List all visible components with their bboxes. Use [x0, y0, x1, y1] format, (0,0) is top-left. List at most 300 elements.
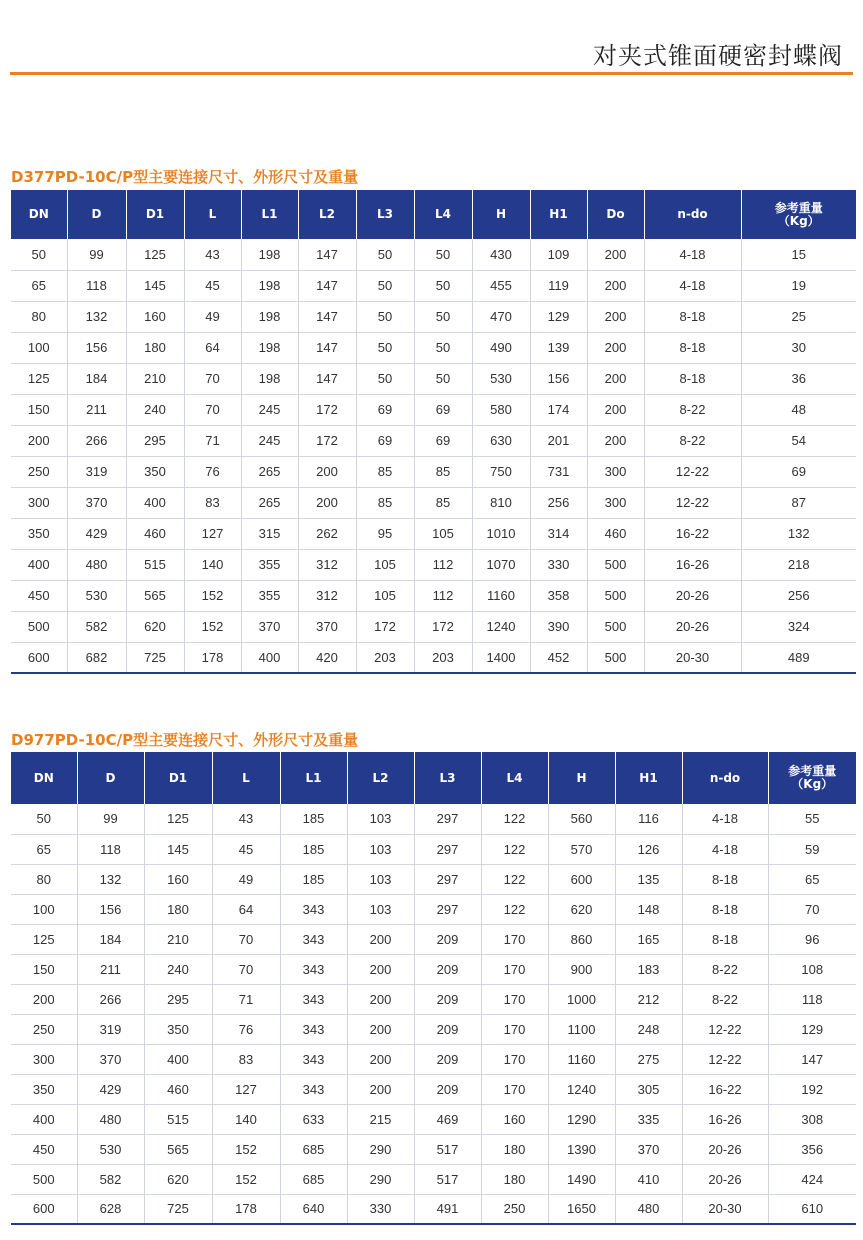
table-cell: 314: [530, 518, 587, 549]
table-cell: 69: [356, 394, 414, 425]
table-cell: 64: [184, 332, 241, 363]
table-row: [11, 611, 856, 642]
table-cell: 178: [212, 1194, 280, 1224]
table-cell: 200: [347, 1074, 414, 1104]
table-cell: 16-26: [682, 1104, 768, 1134]
table-cell: 1240: [472, 611, 530, 642]
column-header: L2: [347, 752, 414, 804]
table-cell: 500: [587, 580, 644, 611]
table-cell: 460: [144, 1074, 212, 1104]
table-cell: 297: [414, 834, 481, 864]
table-cell: 343: [280, 924, 347, 954]
table-cell: 125: [144, 804, 212, 834]
table-cell: 517: [414, 1164, 481, 1194]
table-cell: 20-26: [644, 611, 741, 642]
table-cell: 610: [768, 1194, 856, 1224]
table-cell: 600: [11, 1194, 77, 1224]
table-cell: 480: [77, 1104, 144, 1134]
table-cell: 297: [414, 894, 481, 924]
table-row: [11, 1044, 856, 1074]
table-cell: 105: [356, 580, 414, 611]
table-cell: 429: [77, 1074, 144, 1104]
table2-header-row: [11, 752, 856, 804]
table-cell: 530: [472, 363, 530, 394]
table-cell: 515: [126, 549, 184, 580]
table-cell: 430: [472, 239, 530, 270]
page-title: 对夹式锥面硬密封蝶阀: [593, 42, 843, 70]
table-row: [11, 394, 856, 425]
table-cell: 50: [356, 332, 414, 363]
table-cell: 582: [77, 1164, 144, 1194]
table-cell: 25: [741, 301, 856, 332]
column-header: D: [77, 752, 144, 804]
table-cell: 628: [77, 1194, 144, 1224]
table-cell: 118: [67, 270, 126, 301]
table-cell: 145: [126, 270, 184, 301]
table-cell: 147: [298, 363, 356, 394]
table-row: [11, 924, 856, 954]
table-cell: 174: [530, 394, 587, 425]
table-cell: 76: [184, 456, 241, 487]
table-cell: 50: [11, 804, 77, 834]
table-cell: 210: [144, 924, 212, 954]
column-header: L2: [298, 190, 356, 239]
table-cell: 312: [298, 549, 356, 580]
column-header: L1: [280, 752, 347, 804]
table-cell: 685: [280, 1164, 347, 1194]
table-cell: 200: [298, 487, 356, 518]
column-header: L4: [481, 752, 548, 804]
table-cell: 132: [741, 518, 856, 549]
table-cell: 140: [212, 1104, 280, 1134]
table-cell: 109: [530, 239, 587, 270]
table-cell: 125: [126, 239, 184, 270]
table-cell: 248: [615, 1014, 682, 1044]
table-cell: 122: [481, 834, 548, 864]
column-header: H1: [615, 752, 682, 804]
table-cell: 50: [414, 301, 472, 332]
table-cell: 560: [548, 804, 615, 834]
column-header: Do: [587, 190, 644, 239]
table-cell: 150: [11, 394, 67, 425]
table-cell: 127: [212, 1074, 280, 1104]
table-cell: 99: [77, 804, 144, 834]
table-cell: 20-26: [644, 580, 741, 611]
table-cell: 108: [768, 954, 856, 984]
table-cell: 530: [67, 580, 126, 611]
table-cell: 580: [472, 394, 530, 425]
table-cell: 297: [414, 864, 481, 894]
table-cell: 860: [548, 924, 615, 954]
table-row: [11, 984, 856, 1014]
table-cell: 165: [615, 924, 682, 954]
table-cell: 450: [11, 1134, 77, 1164]
table-cell: 300: [11, 487, 67, 518]
column-header: L: [184, 190, 241, 239]
table-cell: 209: [414, 1014, 481, 1044]
table-cell: 200: [587, 394, 644, 425]
table-cell: 262: [298, 518, 356, 549]
table-cell: 4-18: [682, 834, 768, 864]
table-cell: 172: [298, 425, 356, 456]
table-cell: 324: [741, 611, 856, 642]
table-cell: 500: [587, 642, 644, 673]
table-cell: 170: [481, 924, 548, 954]
table-row: [11, 1074, 856, 1104]
table-cell: 185: [280, 864, 347, 894]
table-cell: 209: [414, 924, 481, 954]
table-cell: 198: [241, 239, 298, 270]
table-cell: 118: [768, 984, 856, 1014]
table-cell: 1240: [548, 1074, 615, 1104]
table-row: [11, 487, 856, 518]
table-cell: 152: [212, 1164, 280, 1194]
table1-body: [11, 239, 856, 673]
table-cell: 4-18: [644, 239, 741, 270]
table-cell: 725: [144, 1194, 212, 1224]
table-cell: 65: [11, 834, 77, 864]
table-cell: 500: [11, 611, 67, 642]
table-cell: 180: [481, 1164, 548, 1194]
table-cell: 156: [530, 363, 587, 394]
table-cell: 12-22: [682, 1044, 768, 1074]
table-cell: 16-22: [644, 518, 741, 549]
table-cell: 343: [280, 984, 347, 1014]
column-header: L1: [241, 190, 298, 239]
table-cell: 8-22: [644, 425, 741, 456]
table-cell: 355: [241, 549, 298, 580]
table-cell: 30: [741, 332, 856, 363]
table-cell: 70: [212, 954, 280, 984]
table-cell: 530: [77, 1134, 144, 1164]
table-cell: 200: [587, 332, 644, 363]
table-cell: 100: [11, 332, 67, 363]
table-cell: 96: [768, 924, 856, 954]
table-cell: 4-18: [644, 270, 741, 301]
table-cell: 275: [615, 1044, 682, 1074]
table-row: [11, 1134, 856, 1164]
table-cell: 355: [241, 580, 298, 611]
table-row: [11, 363, 856, 394]
table-cell: 103: [347, 834, 414, 864]
table-cell: 20-26: [682, 1164, 768, 1194]
table-cell: 76: [212, 1014, 280, 1044]
table-cell: 8-22: [682, 954, 768, 984]
table-cell: 50: [414, 270, 472, 301]
column-header: L3: [356, 190, 414, 239]
table-cell: 450: [11, 580, 67, 611]
table-cell: 209: [414, 984, 481, 1014]
table-cell: 160: [126, 301, 184, 332]
table-cell: 178: [184, 642, 241, 673]
table-cell: 1490: [548, 1164, 615, 1194]
table-cell: 16-26: [644, 549, 741, 580]
table-cell: 620: [126, 611, 184, 642]
table-cell: 600: [11, 642, 67, 673]
table-cell: 184: [77, 924, 144, 954]
table1-header-row: [11, 190, 856, 239]
table-cell: 170: [481, 954, 548, 984]
table-cell: 200: [347, 1044, 414, 1074]
table-cell: 350: [144, 1014, 212, 1044]
table-cell: 900: [548, 954, 615, 984]
table-cell: 319: [67, 456, 126, 487]
table-cell: 256: [741, 580, 856, 611]
table-cell: 8-18: [682, 924, 768, 954]
table-cell: 70: [184, 394, 241, 425]
table-cell: 16-22: [682, 1074, 768, 1104]
table1-title: D377PD-10C/P型主要连接尺寸、外形尺寸及重量: [11, 168, 359, 186]
table-row: [11, 1104, 856, 1134]
table-cell: 370: [298, 611, 356, 642]
table-cell: 212: [615, 984, 682, 1014]
table-cell: 160: [144, 864, 212, 894]
column-header: L3: [414, 752, 481, 804]
table-cell: 200: [587, 363, 644, 394]
table-cell: 203: [356, 642, 414, 673]
table-cell: 148: [615, 894, 682, 924]
table-cell: 600: [548, 864, 615, 894]
table-cell: 1290: [548, 1104, 615, 1134]
table-cell: 125: [11, 363, 67, 394]
table-cell: 172: [414, 611, 472, 642]
table-cell: 400: [144, 1044, 212, 1074]
table-cell: 12-22: [682, 1014, 768, 1044]
table-cell: 152: [212, 1134, 280, 1164]
table-cell: 203: [414, 642, 472, 673]
table-cell: 300: [11, 1044, 77, 1074]
table-cell: 491: [414, 1194, 481, 1224]
column-header: 参考重量 （Kg）: [741, 190, 856, 239]
table-cell: 420: [298, 642, 356, 673]
table-cell: 218: [741, 549, 856, 580]
column-header: D: [67, 190, 126, 239]
table-cell: 8-18: [682, 894, 768, 924]
table-cell: 122: [481, 864, 548, 894]
table-cell: 50: [414, 332, 472, 363]
table-cell: 266: [77, 984, 144, 1014]
table-cell: 810: [472, 487, 530, 518]
table-cell: 8-18: [644, 301, 741, 332]
table-cell: 85: [356, 487, 414, 518]
table-cell: 250: [11, 1014, 77, 1044]
table-cell: 71: [184, 425, 241, 456]
table-cell: 156: [67, 332, 126, 363]
table-cell: 147: [298, 270, 356, 301]
table-cell: 210: [126, 363, 184, 394]
table-cell: 1070: [472, 549, 530, 580]
column-header: D1: [126, 190, 184, 239]
table-cell: 343: [280, 1044, 347, 1074]
table-cell: 200: [347, 984, 414, 1014]
table-cell: 85: [414, 456, 472, 487]
table-cell: 69: [741, 456, 856, 487]
table-cell: 211: [77, 954, 144, 984]
table2-dimensions: [11, 752, 856, 1225]
table-cell: 54: [741, 425, 856, 456]
table-cell: 1650: [548, 1194, 615, 1224]
table-cell: 80: [11, 864, 77, 894]
table-cell: 452: [530, 642, 587, 673]
table-cell: 1160: [548, 1044, 615, 1074]
table-cell: 170: [481, 1014, 548, 1044]
column-header: D1: [144, 752, 212, 804]
table-cell: 489: [741, 642, 856, 673]
table-cell: 8-18: [682, 864, 768, 894]
table-cell: 1390: [548, 1134, 615, 1164]
column-header: H1: [530, 190, 587, 239]
table-cell: 305: [615, 1074, 682, 1104]
table-cell: 129: [530, 301, 587, 332]
table-cell: 343: [280, 1014, 347, 1044]
table-cell: 300: [587, 487, 644, 518]
table-cell: 265: [241, 456, 298, 487]
table-cell: 200: [11, 984, 77, 1014]
table-cell: 20-30: [682, 1194, 768, 1224]
table-row: [11, 301, 856, 332]
table-cell: 308: [768, 1104, 856, 1134]
table-cell: 99: [67, 239, 126, 270]
table2-body: [11, 804, 856, 1224]
table-cell: 343: [280, 954, 347, 984]
table-cell: 209: [414, 1074, 481, 1104]
table-cell: 201: [530, 425, 587, 456]
table-cell: 570: [548, 834, 615, 864]
table-cell: 65: [11, 270, 67, 301]
table-cell: 83: [184, 487, 241, 518]
table-cell: 685: [280, 1134, 347, 1164]
table-cell: 12-22: [644, 487, 741, 518]
table-cell: 48: [741, 394, 856, 425]
table-cell: 343: [280, 1074, 347, 1104]
table-cell: 400: [126, 487, 184, 518]
table-cell: 145: [144, 834, 212, 864]
table-cell: 250: [11, 456, 67, 487]
table-row: [11, 518, 856, 549]
table-cell: 129: [768, 1014, 856, 1044]
table-cell: 500: [587, 549, 644, 580]
table-cell: 15: [741, 239, 856, 270]
table-cell: 183: [615, 954, 682, 984]
table-cell: 65: [768, 864, 856, 894]
table-cell: 43: [184, 239, 241, 270]
table-cell: 152: [184, 580, 241, 611]
table-cell: 200: [347, 954, 414, 984]
table-cell: 12-22: [644, 456, 741, 487]
table-cell: 198: [241, 332, 298, 363]
table-cell: 370: [67, 487, 126, 518]
table-cell: 200: [587, 425, 644, 456]
table-cell: 8-18: [644, 363, 741, 394]
table-cell: 43: [212, 804, 280, 834]
table-cell: 480: [67, 549, 126, 580]
table-cell: 118: [77, 834, 144, 864]
column-header: DN: [11, 190, 67, 239]
table-cell: 1400: [472, 642, 530, 673]
table-cell: 132: [67, 301, 126, 332]
column-header: n-do: [682, 752, 768, 804]
table-cell: 245: [241, 425, 298, 456]
table-cell: 70: [184, 363, 241, 394]
table-cell: 209: [414, 1044, 481, 1074]
table-cell: 103: [347, 894, 414, 924]
table-cell: 95: [356, 518, 414, 549]
table-cell: 45: [212, 834, 280, 864]
table-cell: 240: [126, 394, 184, 425]
table-cell: 682: [67, 642, 126, 673]
table-row: [11, 834, 856, 864]
table-cell: 400: [11, 1104, 77, 1134]
table-cell: 410: [615, 1164, 682, 1194]
table-cell: 180: [481, 1134, 548, 1164]
table-row: [11, 642, 856, 673]
table-row: [11, 954, 856, 984]
table-row: [11, 1164, 856, 1194]
table-cell: 295: [144, 984, 212, 1014]
table-cell: 172: [356, 611, 414, 642]
table-cell: 1100: [548, 1014, 615, 1044]
table-cell: 455: [472, 270, 530, 301]
table-cell: 69: [414, 425, 472, 456]
table-row: [11, 549, 856, 580]
table-cell: 135: [615, 864, 682, 894]
table-cell: 50: [356, 363, 414, 394]
table-cell: 59: [768, 834, 856, 864]
table-cell: 200: [347, 924, 414, 954]
table-row: [11, 332, 856, 363]
table-cell: 245: [241, 394, 298, 425]
column-header: L: [212, 752, 280, 804]
table-cell: 8-18: [644, 332, 741, 363]
table-cell: 8-22: [682, 984, 768, 1014]
column-header: n-do: [644, 190, 741, 239]
table-cell: 198: [241, 270, 298, 301]
table2-title: D977PD-10C/P型主要连接尺寸、外形尺寸及重量: [11, 731, 359, 749]
table-cell: 256: [530, 487, 587, 518]
table-cell: 122: [481, 804, 548, 834]
table-cell: 500: [11, 1164, 77, 1194]
table-row: [11, 864, 856, 894]
table-cell: 198: [241, 363, 298, 394]
table-cell: 119: [530, 270, 587, 301]
table-cell: 122: [481, 894, 548, 924]
table-cell: 312: [298, 580, 356, 611]
table-cell: 470: [472, 301, 530, 332]
table-cell: 200: [587, 270, 644, 301]
table-cell: 630: [472, 425, 530, 456]
table-cell: 70: [768, 894, 856, 924]
table-cell: 350: [11, 518, 67, 549]
table-cell: 180: [126, 332, 184, 363]
table-cell: 297: [414, 804, 481, 834]
table-cell: 170: [481, 1044, 548, 1074]
table-cell: 350: [11, 1074, 77, 1104]
table-cell: 185: [280, 804, 347, 834]
table-cell: 147: [298, 332, 356, 363]
table-cell: 69: [414, 394, 472, 425]
table-row: [11, 580, 856, 611]
table-cell: 36: [741, 363, 856, 394]
table-cell: 83: [212, 1044, 280, 1074]
table-row: [11, 456, 856, 487]
table-cell: 200: [298, 456, 356, 487]
table-cell: 55: [768, 804, 856, 834]
table-cell: 49: [184, 301, 241, 332]
table-cell: 80: [11, 301, 67, 332]
table-cell: 358: [530, 580, 587, 611]
table-cell: 370: [77, 1044, 144, 1074]
table-cell: 290: [347, 1134, 414, 1164]
